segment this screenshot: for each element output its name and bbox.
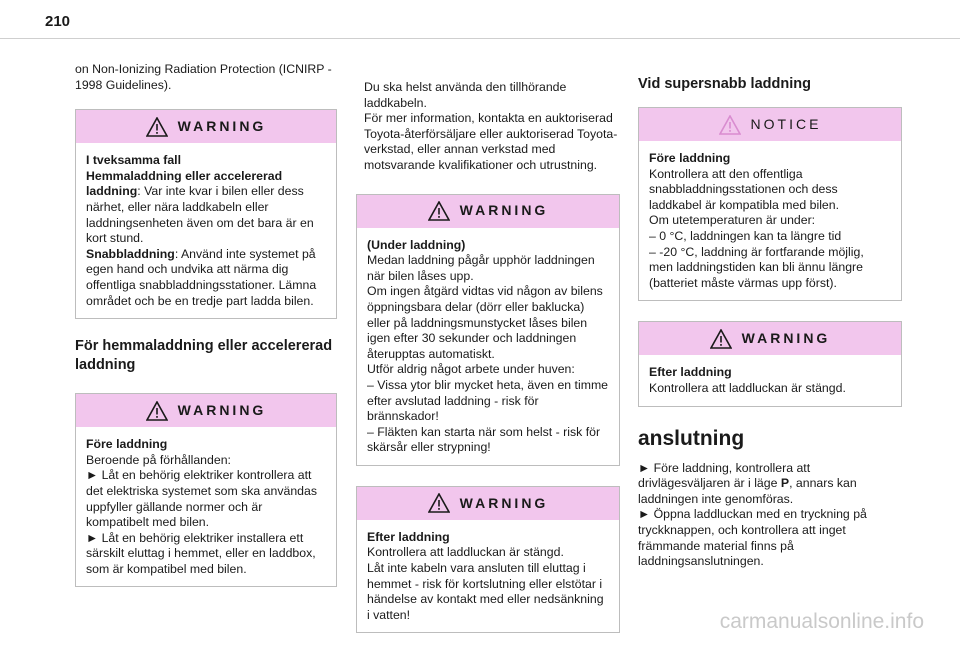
warning-line: ► Låt en behörig elektriker installera ett särskilt eluttag i hemmet, eller en laddbox, som är kompatibel med bilen. <box>86 530 316 576</box>
notice-line: Om utetemperaturen är under: <box>649 213 816 228</box>
section-heading: För hemmaladdning eller accelererad laddning <box>75 338 333 374</box>
warning-line: Medan laddning pågår upphör laddningen när bilen låses upp. <box>367 253 595 283</box>
warning-body <box>76 143 336 318</box>
notice-line: – -20 °C, laddning är fortfarande möjlig, men laddningstiden kan bli ännu längre (batteriet måste värmas upp först). <box>649 244 864 290</box>
warning-line: – Vissa ytor blir mycket heta, även en timme efter avslutad laddning - risk för brännskador! <box>367 377 609 424</box>
warning-text: : Var inte kvar i bilen eller dess närhet, eller nära laddkabeln eller laddningsenheten även om det bara är en kort stund. <box>86 184 314 246</box>
warning-line: I tveksamma fall <box>86 153 182 168</box>
notice-title: NOTICE <box>750 115 822 132</box>
warning-triangle-icon <box>146 117 168 137</box>
warning-body <box>357 228 619 465</box>
warning-title: WARNING <box>459 202 549 219</box>
warning-line: Låt inte kabeln vara ansluten till eluttag i hemmet - risk för kortslutning eller elstötar i händelse av kontakt med eller nedsänkning i vatten! <box>367 561 604 622</box>
bold-term: Hemmaladdning eller accelererad laddning <box>86 168 283 199</box>
warning-header <box>357 487 619 520</box>
warning-box <box>638 321 902 406</box>
body-paragraph: ► Öppna laddluckan med en tryckning på tryckknappen, och kontrollera att inget främmande material finns på laddningsanslutningen. <box>638 507 867 569</box>
warning-triangle-icon <box>428 201 450 221</box>
intro-text: on Non-Ionizing Radiation Protection (ICNIRP - 1998 Guidelines). <box>75 62 332 92</box>
warning-header <box>76 110 336 143</box>
page-number: 210 <box>45 13 71 30</box>
warning-line: Efter laddning <box>367 529 450 544</box>
notice-line: Kontrollera att den offentliga snabbladdningsstationen och dess laddkabel är kompatibla med bilen. <box>649 166 840 212</box>
notice-line: – 0 °C, laddningen kan ta längre tid <box>649 228 842 243</box>
intro-text: Du ska helst använda den tillhörande laddkabeln. För mer information, kontakta en auktoriserad Toyota-återförsäljare eller auktoriserad Toyota-verkstad, eller annan verkstad med motsvarande kvalifikationer och utrustning. <box>364 80 618 172</box>
bold-term: P <box>780 476 790 491</box>
warning-line: Före laddning <box>86 437 168 452</box>
warning-box <box>75 109 337 319</box>
notice-box <box>638 107 902 301</box>
warning-line: Beroende på förhållanden: <box>86 452 231 467</box>
warning-line: (Under laddning) <box>367 237 466 252</box>
notice-line: Före laddning <box>649 151 731 165</box>
warning-body <box>76 427 336 586</box>
warning-title: WARNING <box>177 401 267 418</box>
warning-text: : Använd inte systemet på egen hand och undvika att närma dig offentliga snabbladdningsstationer. Lämna området och be en tredje part ladda bilen. <box>86 246 317 308</box>
warning-header <box>76 394 336 427</box>
bold-term: Snabbladdning <box>86 246 175 261</box>
watermark-footer: carmanualsonline.info <box>719 610 924 633</box>
warning-line: – Fläkten kan starta när som helst - risk för skärsår eller strypning! <box>367 424 601 455</box>
column-2 <box>356 80 620 653</box>
warning-body <box>357 520 619 633</box>
top-rule <box>0 38 960 39</box>
warning-box <box>356 486 620 634</box>
warning-line <box>86 247 326 309</box>
body-text: ► Före laddning, kontrollera att drivlägesväljaren är i läge <box>638 460 811 491</box>
warning-line: Utför aldrig något arbete under huven: <box>367 362 575 377</box>
warning-box <box>75 393 337 587</box>
warning-triangle-icon <box>146 401 168 421</box>
warning-line: Kontrollera att laddluckan är stängd. <box>367 545 564 560</box>
column-1 <box>75 62 337 607</box>
notice-header <box>639 108 901 141</box>
section-heading: Vid supersnabb laddning <box>638 76 811 92</box>
column-3 <box>638 75 902 570</box>
warning-title: WARNING <box>741 330 831 347</box>
warning-title: WARNING <box>459 494 549 511</box>
warning-title: WARNING <box>177 117 267 134</box>
warning-header <box>639 322 901 355</box>
warning-box <box>356 194 620 466</box>
warning-triangle-icon <box>710 329 732 349</box>
warning-line: Kontrollera att laddluckan är stängd. <box>649 380 846 395</box>
warning-triangle-icon <box>428 493 450 513</box>
notice-triangle-icon <box>719 115 741 135</box>
warning-line: Efter laddning <box>649 365 732 380</box>
notice-body <box>639 141 901 300</box>
section-heading-large: anslutning <box>638 426 745 450</box>
warning-line <box>86 169 326 247</box>
warning-line: Om ingen åtgärd vidtas vid någon av bilens öppningsbara delar (dörr eller baklucka) eller på laddningsmunstycket låses bilen igen efter 30 sekunder och laddningen återupptas automatiskt. <box>367 284 603 361</box>
body-paragraph <box>638 461 902 508</box>
warning-header <box>357 195 619 228</box>
warning-line: ► Låt en behörig elektriker kontrollera att det elektriska systemet som ska användas uppfyller gällande normer och är kompatibelt med bilen. <box>86 468 318 530</box>
body-text: , annars kan laddningen inte genomföras. <box>638 476 857 506</box>
warning-body <box>639 355 901 405</box>
